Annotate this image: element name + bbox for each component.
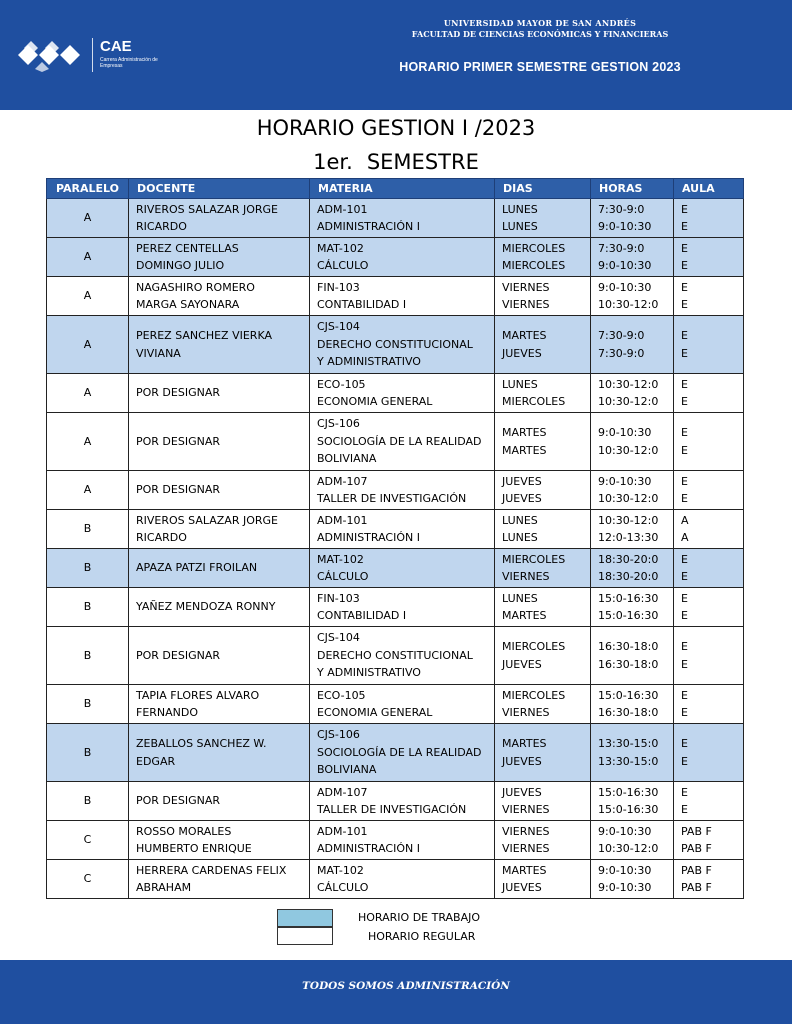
dias-line: VIERNES (502, 280, 550, 294)
aula-line: E (681, 298, 688, 311)
document-subtitle (0, 150, 792, 174)
horas-line: 7:30-9:0 (598, 241, 645, 255)
cell-paralelo: A (47, 374, 129, 413)
table-row (47, 510, 744, 549)
materia-line: BOLIVIANA (317, 763, 377, 777)
materia-line: ADMINISTRACIÓN I (317, 842, 420, 855)
docente-line: POR DESIGNAR (136, 648, 220, 662)
docente-line: RICARDO (136, 531, 187, 544)
dias-line: MIERCOLES (502, 259, 566, 272)
cell-dias (495, 413, 591, 471)
dias-line: JUEVES (502, 657, 542, 671)
aula-line: E (681, 220, 688, 233)
table-row (47, 316, 744, 374)
dias-line: LUNES (502, 377, 538, 391)
cell-paralelo: B (47, 588, 129, 627)
cell-paralelo: A (47, 471, 129, 510)
cell-dias (495, 471, 591, 510)
aula-line: A (681, 513, 689, 527)
table-row (47, 782, 744, 821)
cell-aula (674, 627, 744, 685)
legend-work-label: HORARIO DE TRABAJO (358, 911, 481, 924)
horas-line: 7:30-9:0 (598, 329, 645, 342)
legend-regular-swatch (277, 927, 333, 945)
cell-aula (674, 549, 744, 588)
materia-line: MAT-102 (317, 863, 364, 877)
materia-line: MAT-102 (317, 241, 364, 255)
table-header-row (47, 179, 744, 199)
cell-materia (310, 199, 495, 238)
cell-dias (495, 588, 591, 627)
materia-line: ADM-107 (317, 474, 368, 488)
cell-dias (495, 238, 591, 277)
table-row (47, 627, 744, 685)
cell-dias (495, 510, 591, 549)
docente-line: MARGA SAYONARA (136, 298, 240, 311)
horas-line: 7:30-9:0 (598, 346, 645, 360)
aula-line: E (681, 754, 688, 768)
cell-materia (310, 627, 495, 685)
materia-line: ADM-101 (317, 202, 368, 216)
cell-materia (310, 860, 495, 899)
logo-name: CAE (100, 38, 132, 55)
horas-line: 18:30-20:0 (598, 570, 659, 583)
dias-line: VIERNES (502, 298, 550, 311)
header-materia: MATERIA (310, 179, 495, 199)
docente-line: POR DESIGNAR (136, 434, 220, 448)
docente-line: ABRAHAM (136, 881, 192, 894)
cell-materia (310, 510, 495, 549)
materia-line: CJS-104 (317, 320, 360, 334)
header-band (0, 0, 792, 110)
cell-dias (495, 549, 591, 588)
horas-line: 13:30-15:0 (598, 754, 659, 768)
cell-dias (495, 860, 591, 899)
docente-line: APAZA PATZI FROILAN (136, 561, 258, 575)
dias-line: MIERCOLES (502, 688, 566, 702)
dias-line: MIERCOLES (502, 640, 566, 653)
cell-aula (674, 860, 744, 899)
cell-materia (310, 549, 495, 588)
docente-line: NAGASHIRO ROMERO (136, 280, 255, 294)
aula-line: A (681, 531, 689, 544)
legend-work-swatch (277, 909, 333, 927)
aula-line: E (681, 346, 688, 360)
materia-line: SOCIOLOGÍA DE LA REALIDAD (317, 745, 482, 759)
table-row (47, 238, 744, 277)
docente-line: FERNANDO (136, 706, 199, 719)
cell-docente (129, 627, 310, 685)
horas-line: 9:0-10:30 (598, 259, 652, 272)
cell-docente (129, 685, 310, 724)
horas-line: 10:30-12:0 (598, 298, 659, 311)
materia-line: TALLER DE INVESTIGACIÓN (317, 803, 467, 816)
dias-line: JUEVES (502, 881, 542, 894)
cell-docente (129, 724, 310, 782)
aula-line: E (681, 706, 688, 719)
cell-materia (310, 374, 495, 413)
dias-line: JUEVES (502, 785, 542, 799)
horas-line: 16:30-18:0 (598, 640, 659, 653)
horas-line: 16:30-18:0 (598, 657, 659, 671)
materia-line: MAT-102 (317, 552, 364, 566)
cell-dias (495, 724, 591, 782)
cell-docente (129, 199, 310, 238)
cell-horas (591, 413, 674, 471)
cell-paralelo: B (47, 510, 129, 549)
dias-line: MARTES (502, 737, 547, 750)
materia-line: TALLER DE INVESTIGACIÓN (317, 492, 467, 505)
horas-line: 15:0-16:30 (598, 785, 659, 799)
aula-line: E (681, 657, 688, 671)
aula-line: E (681, 329, 688, 342)
dias-line: MIERCOLES (502, 552, 566, 566)
materia-line: CJS-104 (317, 631, 360, 645)
horas-line: 18:30-20:0 (598, 552, 659, 566)
horas-line: 10:30-12:0 (598, 443, 659, 457)
cell-horas (591, 821, 674, 860)
dias-line: MIERCOLES (502, 241, 566, 255)
cell-docente (129, 510, 310, 549)
aula-line: PAB F (681, 881, 712, 894)
aula-line: E (681, 280, 688, 294)
horas-line: 10:30-12:0 (598, 492, 659, 505)
materia-line: CÁLCULO (317, 570, 369, 583)
aula-line: E (681, 609, 688, 622)
logo-separator (92, 38, 93, 72)
header-aula: AULA (674, 179, 744, 199)
horas-line: 13:30-15:0 (598, 737, 659, 750)
cell-paralelo: A (47, 277, 129, 316)
dias-line: LUNES (502, 591, 538, 605)
header-title: HORARIO PRIMER SEMESTRE GESTION 2023 (399, 60, 681, 74)
cell-paralelo: B (47, 627, 129, 685)
materia-line: Y ADMINISTRATIVO (317, 666, 421, 680)
horas-line: 16:30-18:0 (598, 706, 659, 719)
cell-horas (591, 510, 674, 549)
table-row (47, 199, 744, 238)
horas-line: 15:0-16:30 (598, 591, 659, 605)
docente-line: POR DESIGNAR (136, 794, 220, 808)
docente-line: TAPIA FLORES ALVARO (136, 688, 260, 702)
cell-paralelo: B (47, 724, 129, 782)
docente-line: DOMINGO JULIO (136, 259, 225, 272)
horas-line: 15:0-16:30 (598, 688, 659, 702)
horas-line: 10:30-12:0 (598, 513, 659, 527)
table-row (47, 277, 744, 316)
cell-aula (674, 510, 744, 549)
aula-line: E (681, 688, 688, 702)
table-row (47, 549, 744, 588)
aula-line: E (681, 241, 688, 255)
dias-line: LUNES (502, 202, 538, 216)
cell-materia (310, 782, 495, 821)
aula-line: E (681, 803, 688, 816)
dias-line: JUEVES (502, 754, 542, 768)
dias-line: MARTES (502, 443, 547, 457)
materia-line: ADM-107 (317, 785, 368, 799)
aula-line: PAB F (681, 824, 712, 838)
semester-label: SEMESTRE (366, 150, 479, 174)
docente-line: RIVEROS SALAZAR JORGE (136, 202, 278, 216)
docente-line: EDGAR (136, 754, 176, 768)
aula-line: PAB F (681, 842, 712, 855)
horas-line: 9:0-10:30 (598, 881, 652, 894)
footer-band (0, 960, 792, 1024)
cell-docente (129, 782, 310, 821)
cell-aula (674, 685, 744, 724)
cell-paralelo: A (47, 413, 129, 471)
cell-horas (591, 627, 674, 685)
cell-dias (495, 277, 591, 316)
cell-materia (310, 413, 495, 471)
horas-line: 12:0-13:30 (598, 531, 659, 544)
cell-docente (129, 821, 310, 860)
cae-logo (18, 38, 158, 74)
cell-docente (129, 860, 310, 899)
dias-line: LUNES (502, 220, 538, 233)
dias-line: VIERNES (502, 824, 550, 838)
docente-line: POR DESIGNAR (136, 483, 220, 497)
dias-line: JUEVES (502, 346, 542, 360)
cell-paralelo: B (47, 685, 129, 724)
horas-line: 10:30-12:0 (598, 377, 659, 391)
header-paralelo: PARALELO (47, 179, 129, 199)
aula-line: E (681, 552, 688, 566)
cell-paralelo: A (47, 238, 129, 277)
cell-horas (591, 588, 674, 627)
cell-docente (129, 238, 310, 277)
cell-aula (674, 277, 744, 316)
horas-line: 9:0-10:30 (598, 280, 652, 294)
materia-line: CJS-106 (317, 417, 360, 431)
cell-materia (310, 821, 495, 860)
dias-line: JUEVES (502, 474, 542, 488)
docente-line: RIVEROS SALAZAR JORGE (136, 513, 278, 527)
cell-docente (129, 413, 310, 471)
cell-dias (495, 627, 591, 685)
dias-line: LUNES (502, 513, 538, 527)
aula-line: E (681, 259, 688, 272)
aula-line: PAB F (681, 863, 712, 877)
cell-horas (591, 471, 674, 510)
cell-paralelo: A (47, 316, 129, 374)
materia-line: ADM-101 (317, 513, 368, 527)
horas-line: 9:0-10:30 (598, 863, 652, 877)
aula-line: E (681, 640, 688, 653)
horas-line: 7:30-9:0 (598, 202, 645, 216)
aula-line: E (681, 492, 688, 505)
cell-docente (129, 277, 310, 316)
aula-line: E (681, 202, 688, 216)
cell-dias (495, 316, 591, 374)
cell-docente (129, 374, 310, 413)
dias-line: VIERNES (502, 706, 550, 719)
dias-line: VIERNES (502, 803, 550, 816)
table-row (47, 860, 744, 899)
materia-line: SOCIOLOGÍA DE LA REALIDAD (317, 434, 482, 448)
dias-line: MARTES (502, 863, 547, 877)
cell-dias (495, 685, 591, 724)
docente-line: YAÑEZ MENDOZA RONNY (136, 600, 276, 614)
cell-horas (591, 724, 674, 782)
cell-materia (310, 588, 495, 627)
docente-line: PEREZ CENTELLAS (136, 241, 239, 255)
cell-aula (674, 413, 744, 471)
aula-line: E (681, 377, 688, 391)
dias-line: MIERCOLES (502, 395, 566, 408)
cell-horas (591, 685, 674, 724)
horas-line: 9:0-10:30 (598, 426, 652, 439)
cell-horas (591, 277, 674, 316)
cell-horas (591, 782, 674, 821)
cell-aula (674, 238, 744, 277)
semester-number: 1er. (313, 150, 353, 174)
materia-line: ECO-105 (317, 688, 366, 702)
materia-line: CONTABILIDAD I (317, 609, 407, 622)
materia-line: ECONOMIA GENERAL (317, 706, 433, 719)
cell-aula (674, 374, 744, 413)
cell-dias (495, 782, 591, 821)
cell-aula (674, 588, 744, 627)
horas-line: 10:30-12:0 (598, 842, 659, 855)
materia-line: ADMINISTRACIÓN I (317, 220, 420, 233)
header-dias: DIAS (495, 179, 591, 199)
header-horas: HORAS (591, 179, 674, 199)
horas-line: 9:0-10:30 (598, 474, 652, 488)
materia-line: BOLIVIANA (317, 452, 377, 466)
cell-paralelo: B (47, 782, 129, 821)
materia-line: ADMINISTRACIÓN I (317, 531, 420, 544)
materia-line: Y ADMINISTRATIVO (317, 355, 421, 369)
cell-horas (591, 549, 674, 588)
horas-line: 15:0-16:30 (598, 803, 659, 816)
aula-line: E (681, 591, 688, 605)
aula-line: E (681, 395, 688, 408)
horas-line: 15:0-16:30 (598, 609, 659, 622)
materia-line: ADM-101 (317, 824, 368, 838)
schedule-table (46, 178, 744, 899)
cell-aula (674, 782, 744, 821)
cell-materia (310, 724, 495, 782)
cell-docente (129, 471, 310, 510)
cell-aula (674, 316, 744, 374)
legend-regular-label: HORARIO REGULAR (368, 930, 476, 943)
materia-line: DERECHO CONSTITUCIONAL (317, 337, 473, 351)
cell-docente (129, 549, 310, 588)
table-row (47, 588, 744, 627)
cell-aula (674, 724, 744, 782)
aula-line: E (681, 737, 688, 750)
dias-line: MARTES (502, 609, 547, 622)
aula-line: E (681, 426, 688, 439)
materia-line: FIN-103 (317, 280, 360, 294)
cell-dias (495, 374, 591, 413)
docente-line: POR DESIGNAR (136, 386, 220, 400)
cae-logo-icon (18, 38, 80, 72)
cell-aula (674, 471, 744, 510)
cell-dias (495, 821, 591, 860)
cell-horas (591, 374, 674, 413)
materia-line: CONTABILIDAD I (317, 298, 407, 311)
logo-subtitle: Carrera Administración de Empresas (100, 57, 158, 69)
cell-horas (591, 316, 674, 374)
table-row (47, 374, 744, 413)
materia-line: ECONOMIA GENERAL (317, 395, 433, 408)
cell-aula (674, 199, 744, 238)
cell-materia (310, 277, 495, 316)
footer-slogan: TODOS SOMOS ADMINISTRACIÓN (302, 980, 510, 992)
schedule-body (47, 199, 744, 899)
materia-line: FIN-103 (317, 591, 360, 605)
dias-line: MARTES (502, 329, 547, 342)
cell-materia (310, 316, 495, 374)
docente-line: PEREZ SANCHEZ VIERKA (136, 329, 272, 342)
aula-line: E (681, 443, 688, 457)
horas-line: 9:0-10:30 (598, 824, 652, 838)
faculty-name: FACULTAD DE CIENCIAS ECONÓMICAS Y FINANCIERAS (411, 29, 669, 39)
materia-line: DERECHO CONSTITUCIONAL (317, 648, 473, 662)
cell-docente (129, 316, 310, 374)
cell-horas (591, 199, 674, 238)
dias-line: JUEVES (502, 492, 542, 505)
cell-dias (495, 199, 591, 238)
cell-paralelo: C (47, 821, 129, 860)
horas-line: 9:0-10:30 (598, 220, 652, 233)
cell-horas (591, 238, 674, 277)
docente-line: HUMBERTO ENRIQUE (136, 842, 252, 855)
materia-line: CÁLCULO (317, 259, 369, 272)
document-title: HORARIO GESTION I /2023 (256, 116, 536, 140)
cell-paralelo: A (47, 199, 129, 238)
docente-line: ZEBALLOS SANCHEZ W. (136, 737, 267, 750)
cell-materia (310, 238, 495, 277)
aula-line: E (681, 570, 688, 583)
table-row (47, 413, 744, 471)
docente-line: HERRERA CARDENAS FELIX (136, 863, 287, 877)
cell-materia (310, 685, 495, 724)
docente-line: ROSSO MORALES (136, 824, 232, 838)
university-name: UNIVERSIDAD MAYOR DE SAN ANDRÉS (443, 18, 637, 28)
aula-line: E (681, 474, 688, 488)
header-docente: DOCENTE (129, 179, 310, 199)
table-row (47, 821, 744, 860)
docente-line: RICARDO (136, 220, 187, 233)
dias-line: VIERNES (502, 570, 550, 583)
table-row (47, 685, 744, 724)
materia-line: CÁLCULO (317, 881, 369, 894)
cell-materia (310, 471, 495, 510)
cell-horas (591, 860, 674, 899)
dias-line: LUNES (502, 531, 538, 544)
table-row (47, 471, 744, 510)
cell-paralelo: C (47, 860, 129, 899)
materia-line: ECO-105 (317, 377, 366, 391)
cell-aula (674, 821, 744, 860)
horas-line: 10:30-12:0 (598, 395, 659, 408)
materia-line: CJS-106 (317, 728, 360, 742)
dias-line: MARTES (502, 426, 547, 439)
docente-line: VIVIANA (136, 346, 181, 360)
aula-line: E (681, 785, 688, 799)
cell-docente (129, 588, 310, 627)
cell-paralelo: B (47, 549, 129, 588)
dias-line: VIERNES (502, 842, 550, 855)
table-row (47, 724, 744, 782)
